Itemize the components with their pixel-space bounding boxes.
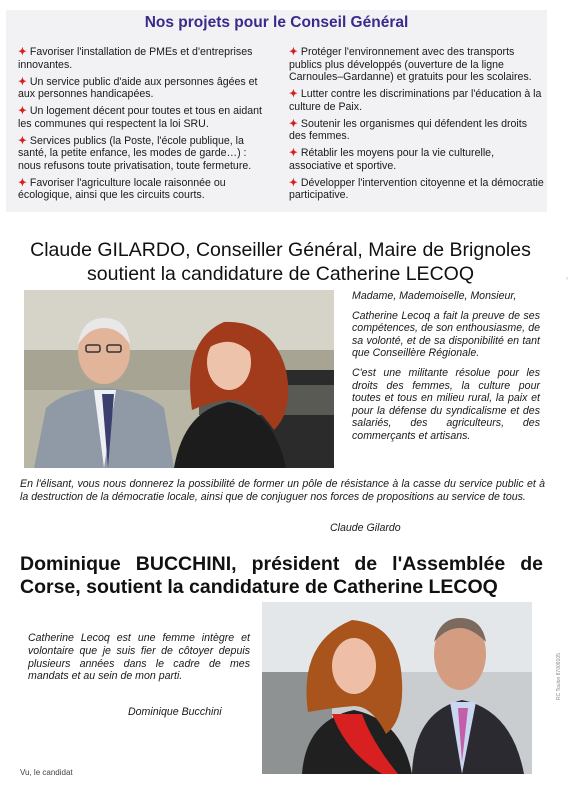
- letter-salutation: Madame, Mademoiselle, Monsieur,: [352, 290, 517, 302]
- gilardo-signature: Claude Gilardo: [330, 522, 401, 534]
- project-item: ✦ Soutenir les organismes qui défendent les droits des femmes.: [289, 117, 528, 142]
- project-item: ✦ Un logement décent pour toutes et tous en aidant les communes qui respectent la loi SRU.: [18, 105, 262, 130]
- bullet-star-icon: ✦: [289, 147, 298, 159]
- projects-box: [6, 10, 547, 212]
- projects-left-column: [18, 46, 270, 206]
- letter-paragraph: Catherine Lecoq a fait la preuve de ses compétences, de son enthousiasme, de sa volonté, et de sa disponibilité en tant que Conseillère Régionale.: [352, 309, 540, 360]
- photo-lecoq-bucchini: [262, 602, 532, 774]
- bullet-star-icon: ✦: [289, 117, 298, 130]
- project-item: ✦ Protéger l'environnement avec des transports publics plus développés (ouverture de la ligne Carnoules–Gardanne) et gratuits pour les scolaires.: [289, 46, 532, 83]
- projects-right-column: [289, 46, 544, 206]
- bucchini-heading: Dominique BUCCHINI, président de l'Assemblée de Corse, soutient la candidature de Catherine LECOQ: [20, 553, 543, 598]
- project-item: ✦ Développer l'intervention citoyenne et la démocratie participative.: [289, 176, 544, 201]
- bullet-star-icon: ✦: [289, 176, 298, 189]
- letter-paragraph: C'est une militante résolue pour les droits des femmes, la culture pour toutes et tous en milieu rural, la paix et pour la défense du syndicalisme et des salariés, des agriculteurs, des commerçants et artisans.: [352, 366, 540, 442]
- project-item: ✦ Favoriser l'agriculture locale raisonnée ou écologique, ainsi que les circuits courts.: [18, 176, 226, 201]
- gilardo-letter: [352, 290, 540, 450]
- gilardo-heading-line2: soutient la candidature de Catherine LECOQ: [87, 263, 474, 285]
- footer-side-reference: RC Toulon 87009105: [556, 653, 562, 700]
- project-item: ✦ Un service public d'aide aux personnes âgées et aux personnes handicapées.: [18, 75, 258, 100]
- project-item: ✦ Lutter contre les discriminations par l'éducation à la culture de Paix.: [289, 88, 542, 113]
- bullet-star-icon: ✦: [289, 46, 298, 58]
- gilardo-heading: [8, 238, 553, 286]
- project-item: ✦ Favoriser l'installation de PMEs et d'entreprises innovantes.: [18, 46, 253, 71]
- bullet-star-icon: ✦: [18, 75, 27, 88]
- footer-credit: Vu, le candidat: [20, 768, 73, 777]
- project-item: ✦ Services publics (la Poste, l'école publique, la santé, la petite enfance, les modes de garde…) : nous refusons toute privatisation, toute fermeture.: [18, 134, 252, 172]
- bullet-star-icon: ✦: [18, 105, 27, 117]
- bullet-star-icon: ✦: [18, 46, 27, 58]
- bullet-star-icon: ✦: [289, 88, 298, 100]
- projects-title: Nos projets pour le Conseil Général: [144, 14, 409, 31]
- photo-gilardo-lecoq: [24, 290, 334, 468]
- gilardo-heading-line1: Claude GILARDO, Conseiller Général, Maire de Brignoles: [30, 239, 531, 261]
- bucchini-quote: Catherine Lecoq est une femme intègre et volontaire que je suis fier de côtoyer depuis plusieurs années dans le cadre de mes mandats et au sein de mon parti.: [28, 632, 250, 683]
- project-item: ✦ Rétablir les moyens pour la vie culturelle, associative et sportive.: [289, 147, 495, 172]
- letter-paragraph: En l'élisant, vous nous donnerez la possibilité de former un pôle de résistance à la casse du service public et à la destruction de la démocratie locale, ainsi que de conjuguer nos forces de propositions au service de tous.: [20, 478, 545, 503]
- bucchini-signature: Dominique Bucchini: [128, 706, 222, 718]
- bullet-star-icon: ✦: [18, 134, 27, 147]
- bullet-star-icon: ✦: [18, 176, 27, 189]
- scan-mark: ›: [566, 276, 568, 282]
